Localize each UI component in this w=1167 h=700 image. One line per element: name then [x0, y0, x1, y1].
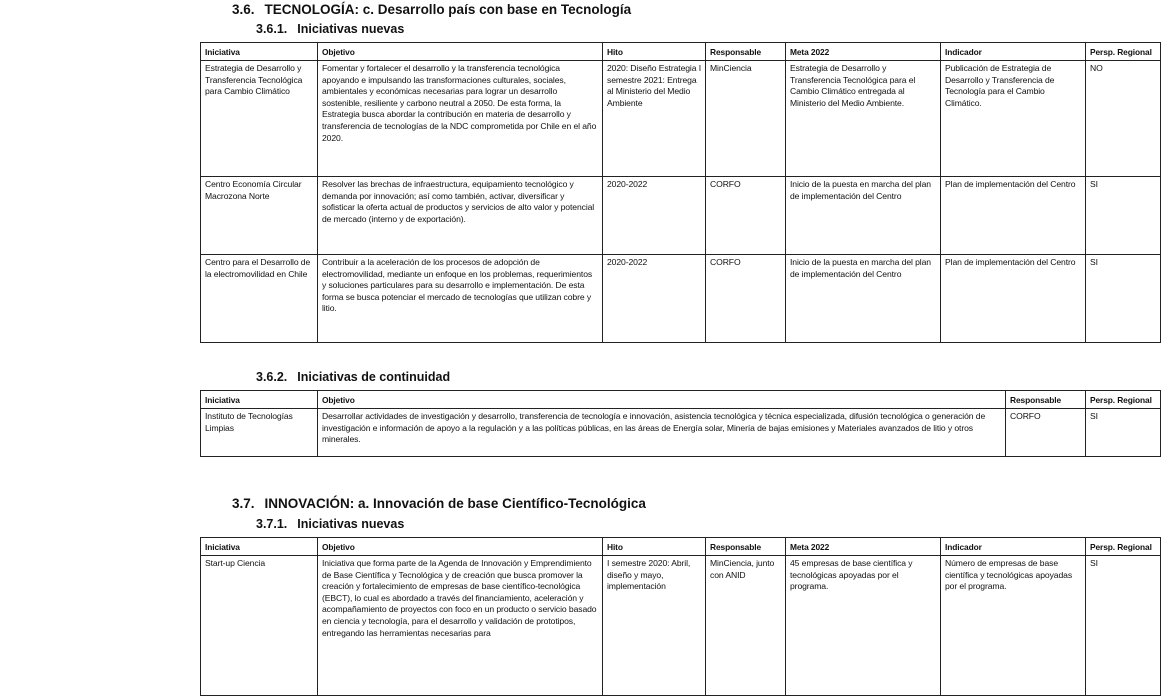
cell-hito: 2020-2022 — [603, 255, 706, 343]
cell-meta: Estrategia de Desarrollo y Transferencia Tecnológica para el Cambio Climático entregada al Ministerio del Medio Ambiente. — [786, 61, 941, 177]
cell-hito: I semestre 2020: Abril, diseño y mayo, implementación — [603, 556, 706, 696]
col-iniciativa: Iniciativa — [201, 538, 318, 556]
cell-persp: SI — [1086, 255, 1161, 343]
section-number: 3.6.1. — [256, 22, 288, 36]
cell-hito: 2020-2022 — [603, 177, 706, 255]
col-responsable: Responsable — [1006, 391, 1086, 409]
cell-persp: SI — [1086, 177, 1161, 255]
cell-indicador: Plan de implementación del Centro — [941, 255, 1086, 343]
cell-responsable: CORFO — [706, 255, 786, 343]
cell-objetivo: Desarrollar actividades de investigación y desarrollo, transferencia de tecnología e innovación, asistencia tecnológica y técnica especializada, difusión tecnológica o generación de investigación e información de apoyo a la regulación y a las políticas públicas, en las áreas de Energía solar, Minería de bajas emisiones y Materiales avanzados de litio y otros minerales. — [318, 409, 1006, 457]
col-persp: Persp. Regional — [1086, 43, 1161, 61]
cell-indicador: Plan de implementación del Centro — [941, 177, 1086, 255]
table-3-6-2 — [200, 390, 1161, 457]
cell-meta: Inicio de la puesta en marcha del plan de implementación del Centro — [786, 255, 941, 343]
col-responsable: Responsable — [706, 43, 786, 61]
section-number: 3.7.1. — [256, 517, 288, 531]
col-indicador: Indicador — [941, 43, 1086, 61]
cell-responsable: CORFO — [706, 177, 786, 255]
col-hito: Hito — [603, 538, 706, 556]
section-3-7-1-heading — [256, 517, 414, 531]
section-number: 3.6. — [232, 2, 255, 17]
section-title: TECNOLOGÍA: c. Desarrollo país con base en Tecnología — [264, 2, 632, 17]
section-3-6-1-heading — [256, 22, 414, 36]
table-header-row — [201, 538, 1161, 556]
table-3-6-1 — [200, 42, 1161, 343]
cell-iniciativa: Estrategia de Desarrollo y Transferencia Tecnológica para Cambio Climático — [201, 61, 318, 177]
cell-iniciativa: Centro Economía Circular Macrozona Norte — [201, 177, 318, 255]
cell-responsable: MinCiencia — [706, 61, 786, 177]
col-objetivo: Objetivo — [318, 538, 603, 556]
col-iniciativa: Iniciativa — [201, 43, 318, 61]
cell-indicador: Número de empresas de base científica y tecnológicas apoyadas por el programa. — [941, 556, 1086, 696]
cell-indicador: Publicación de Estrategia de Desarrollo y Transferencia de Tecnología para el Cambio Climático. — [941, 61, 1086, 177]
col-meta: Meta 2022 — [786, 43, 941, 61]
col-objetivo: Objetivo — [318, 43, 603, 61]
table-header-row — [201, 43, 1161, 61]
section-title: Iniciativas de continuidad — [297, 370, 451, 384]
col-persp: Persp. Regional — [1086, 538, 1161, 556]
cell-meta: Inicio de la puesta en marcha del plan de implementación del Centro — [786, 177, 941, 255]
table-row — [201, 255, 1161, 343]
cell-persp: SI — [1086, 556, 1161, 696]
cell-persp: NO — [1086, 61, 1161, 177]
section-number: 3.6.2. — [256, 370, 288, 384]
section-3-6-2-heading — [256, 370, 460, 384]
cell-objetivo: Fomentar y fortalecer el desarrollo y la transferencia tecnológica apoyando e impulsando las transformaciones culturales, sociales, ambientales y económicas necesarias para lograr un desarrollo sostenible, resiliente y carbono neutral a 2050. De esta forma, la Estrategia busca abordar la contribución en materia de desarrollo y transferencia de tecnologías de la NDC comprometida por Chile en el año 2020. — [318, 61, 603, 177]
section-number: 3.7. — [232, 496, 255, 511]
table-3-7-1 — [200, 537, 1161, 696]
col-iniciativa: Iniciativa — [201, 391, 318, 409]
cell-persp: SI — [1086, 409, 1161, 457]
cell-responsable: CORFO — [1006, 409, 1086, 457]
section-3-7-heading — [232, 496, 656, 511]
section-title: INNOVACIÓN: a. Innovación de base Científico-Tecnológica — [264, 496, 646, 511]
cell-responsable: MinCiencia, junto con ANID — [706, 556, 786, 696]
cell-objetivo: Contribuir a la aceleración de los procesos de adopción de electromovilidad, mediante un enfoque en los problemas, requerimientos y soluciones particulares para su desarrollo e implementación. De esta forma se busca potenciar el mercado de tecnologías que utilizan cobre y litio. — [318, 255, 603, 343]
col-indicador: Indicador — [941, 538, 1086, 556]
section-title: Iniciativas nuevas — [297, 517, 405, 531]
cell-meta: 45 empresas de base científica y tecnológicas apoyadas por el programa. — [786, 556, 941, 696]
cell-iniciativa: Instituto de Tecnologías Limpias — [201, 409, 318, 457]
table-row — [201, 409, 1161, 457]
table-row — [201, 177, 1161, 255]
table-row — [201, 61, 1161, 177]
cell-objetivo: Resolver las brechas de infraestructura, equipamiento tecnológico y demanda por innovación; así como también, activar, diversificar y sofisticar la oferta actual de productos y servicios de alto valor y potencial de mercado (interno y de exportación). — [318, 177, 603, 255]
col-objetivo: Objetivo — [318, 391, 1006, 409]
cell-objetivo: Iniciativa que forma parte de la Agenda de Innovación y Emprendimiento de Base Científica y Tecnológica y de creación que busca promover la creación y fortalecimiento de empresas de base científico-tecnológica (EBCT), lo cual es abordado a través del financiamiento, aceleración y acompañamiento de proyectos con foco en un producto o servicio basado en ciencia y tecnología, para el desarrollo y validación de prototipos, entregando las herramientas necesarias para — [318, 556, 603, 696]
col-persp: Persp. Regional — [1086, 391, 1161, 409]
table-row — [201, 556, 1161, 696]
cell-iniciativa: Centro para el Desarrollo de la electromovilidad en Chile — [201, 255, 318, 343]
col-responsable: Responsable — [706, 538, 786, 556]
col-hito: Hito — [603, 43, 706, 61]
section-title: Iniciativas nuevas — [297, 22, 405, 36]
cell-hito: 2020: Diseño Estrategia I semestre 2021: Entrega al Ministerio del Medio Ambiente — [603, 61, 706, 177]
cell-iniciativa: Start-up Ciencia — [201, 556, 318, 696]
table-header-row — [201, 391, 1161, 409]
col-meta: Meta 2022 — [786, 538, 941, 556]
section-3-6-heading — [232, 2, 641, 17]
